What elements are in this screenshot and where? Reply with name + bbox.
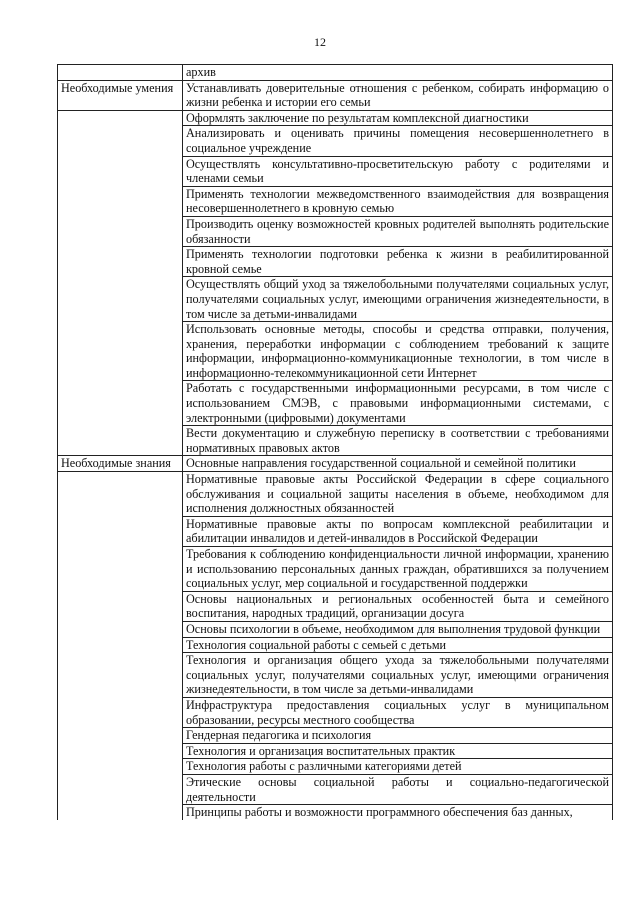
table-row <box>58 456 613 472</box>
table-row <box>58 591 613 621</box>
requirement-item: Использовать основные методы, способы и средства отправки, получения, хранения, переработки информации с соблюдением требований к защите информации, информационно-коммуникационные технологии, в том числе в информационно-телекоммуникационной сети Интернет <box>183 322 613 381</box>
table-row <box>58 653 613 698</box>
requirement-item: Технология работы с различными категориями детей <box>183 759 613 775</box>
table-row <box>58 472 613 517</box>
requirement-item: Работать с государственными информационными ресурсами, в том числе с использованием СМЭВ, с правовыми информационными системами, с электронными (цифровыми) документами <box>183 381 613 426</box>
requirement-item: Производить оценку возможностей кровных родителей выполнять родительские обязанности <box>183 216 613 246</box>
table-row <box>58 547 613 592</box>
table-row <box>58 381 613 426</box>
table-row <box>58 805 613 820</box>
category-cell-continued <box>58 591 183 621</box>
requirements-table <box>57 64 613 820</box>
table-row <box>58 126 613 156</box>
requirement-item: Технология и организация общего ухода за тяжелобольными получателями социальных услуг, получателями социальных услуг, имеющими ограничения жизнедеятельности, в том числе за детьми-инвалидами <box>183 653 613 698</box>
category-cell-continued <box>58 653 183 698</box>
table-row <box>58 516 613 546</box>
table-row <box>58 247 613 277</box>
requirement-item: Основы национальных и региональных особенностей быта и семейного воспитания, народных традиций, организации досуга <box>183 591 613 621</box>
category-cell-continued <box>58 805 183 820</box>
category-cell-continued <box>58 547 183 592</box>
table-row <box>58 426 613 456</box>
requirement-item: Основы психологии в объеме, необходимом для выполнения трудовой функции <box>183 621 613 637</box>
category-cell-continued <box>58 426 183 456</box>
category-cell-continued <box>58 743 183 759</box>
category-cell: Необходимые знания <box>58 456 183 472</box>
category-cell: Необходимые умения <box>58 80 183 110</box>
requirement-item: Инфраструктура предоставления социальных услуг в муниципальном образовании, ресурсы местного сообщества <box>183 697 613 727</box>
table-row <box>58 774 613 804</box>
table-row <box>58 65 613 81</box>
category-cell-continued <box>58 126 183 156</box>
requirement-item: Основные направления государственной социальной и семейной политики <box>183 456 613 472</box>
requirement-item: Применять технологии подготовки ребенка к жизни в реабилитированной кровной семье <box>183 247 613 277</box>
category-cell-continued <box>58 381 183 426</box>
requirement-item: Технология и организация воспитательных практик <box>183 743 613 759</box>
requirement-item: Требования к соблюдению конфиденциальности личной информации, хранению и использованию персональных данных граждан, обратившихся за получением социальных услуг, мер социальной и государственной поддержки <box>183 547 613 592</box>
requirements-table-body <box>58 65 613 820</box>
requirement-item: Технология социальной работы с семьей с детьми <box>183 637 613 653</box>
requirement-item: Нормативные правовые акты Российской Федерации в сфере социального обслуживания и социальной защиты населения в объеме, необходимом для исполнения должностных обязанностей <box>183 472 613 517</box>
requirement-item: Оформлять заключение по результатам комплексной диагностики <box>183 110 613 126</box>
table-row <box>58 277 613 322</box>
table-row <box>58 759 613 775</box>
requirement-item: Нормативные правовые акты по вопросам комплексной реабилитации и абилитации инвалидов и детей-инвалидов в Российской Федерации <box>183 516 613 546</box>
category-cell-continued <box>58 322 183 381</box>
requirement-item: Осуществлять общий уход за тяжелобольными получателями социальных услуг, получателями социальных услуг, имеющими ограничения жизнедеятельности, в том числе за детьми-инвалидами <box>183 277 613 322</box>
table-row <box>58 697 613 727</box>
category-cell-continued <box>58 621 183 637</box>
category-cell-continued <box>58 697 183 727</box>
requirement-item: Вести документацию и служебную переписку в соответствии с требованиями нормативных правовых актов <box>183 426 613 456</box>
table-row <box>58 110 613 126</box>
category-cell-continued <box>58 516 183 546</box>
table-row <box>58 216 613 246</box>
requirement-item: Этические основы социальной работы и социально-педагогической деятельности <box>183 774 613 804</box>
category-cell-continued <box>58 637 183 653</box>
page-number: 12 <box>314 35 326 49</box>
table-row <box>58 743 613 759</box>
requirement-item: Устанавливать доверительные отношения с ребенком, собирать информацию о жизни ребенка и истории его семьи <box>183 80 613 110</box>
table-row <box>58 637 613 653</box>
requirement-item: Применять технологии межведомственного взаимодействия для возвращения несовершеннолетнего в кровную семью <box>183 186 613 216</box>
requirement-item: Гендерная педагогика и психология <box>183 728 613 744</box>
table-row <box>58 186 613 216</box>
category-cell <box>58 65 183 81</box>
requirement-item: Принципы работы и возможности программного обеспечения баз данных, <box>183 805 613 820</box>
table-row <box>58 728 613 744</box>
category-cell-continued <box>58 277 183 322</box>
category-cell-continued <box>58 156 183 186</box>
category-cell-continued <box>58 216 183 246</box>
table-row <box>58 621 613 637</box>
requirement-item: Анализировать и оценивать причины помещения несовершеннолетнего в социальное учреждение <box>183 126 613 156</box>
category-cell-continued <box>58 247 183 277</box>
table-row <box>58 156 613 186</box>
requirement-item: Осуществлять консультативно-просветительскую работу с родителями и членами семьи <box>183 156 613 186</box>
table-row <box>58 322 613 381</box>
category-cell-continued <box>58 110 183 126</box>
category-cell-continued <box>58 728 183 744</box>
category-cell-continued <box>58 774 183 804</box>
category-cell-continued <box>58 186 183 216</box>
requirement-item: архив <box>183 65 613 81</box>
table-row <box>58 80 613 110</box>
category-cell-continued <box>58 759 183 775</box>
category-cell-continued <box>58 472 183 517</box>
